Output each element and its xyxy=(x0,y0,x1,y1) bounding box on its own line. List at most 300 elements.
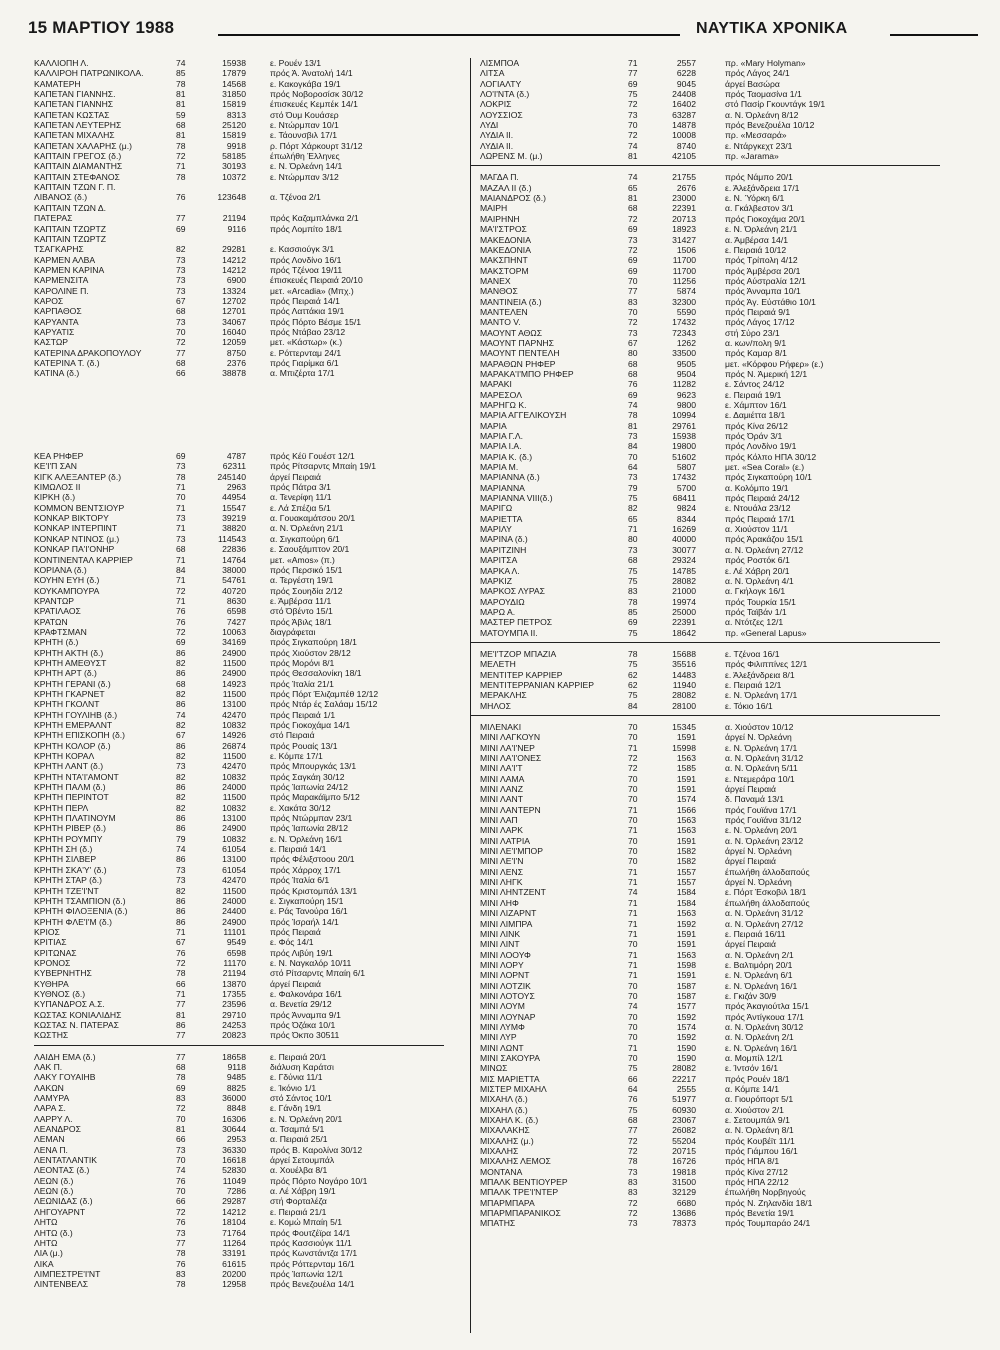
position: πρός Θεσσαλονίκη 18/1 xyxy=(270,668,362,679)
ship-name: ΜΑΟΥΝΤ ΠΑΡΝΗΣ xyxy=(480,337,554,348)
ship-row xyxy=(34,772,464,782)
ship-name: ΛΗΤΩ (δ.) xyxy=(34,1227,73,1238)
tonnage: 9824 xyxy=(676,503,696,514)
ship-name: ΜΟΝΤΑΝΑ xyxy=(480,1166,523,1177)
position: πρ. «Μεσσαρά» xyxy=(725,130,787,141)
tonnage: 5807 xyxy=(676,462,696,473)
ship-row xyxy=(480,991,960,1001)
position: α. Ν. Όρλεάνη 27/12 xyxy=(725,918,804,929)
build-year: 78 xyxy=(176,140,186,151)
build-year: 71 xyxy=(628,897,638,908)
ship-row xyxy=(34,348,464,358)
position: ε. Ν. Ύόρκη 6/1 xyxy=(725,193,785,204)
ship-name: ΜΑΡΙΑΝΝΑ xyxy=(480,482,525,493)
ship-row xyxy=(34,761,464,771)
tonnage: 5590 xyxy=(676,306,696,317)
position: διάλυση Καράτσι xyxy=(270,1062,334,1072)
position: α. Ν. Όρλεάνη 8/1 xyxy=(725,1125,794,1136)
build-year: 75 xyxy=(628,690,638,701)
position: ε. Σάντος 24/12 xyxy=(725,379,785,390)
tonnage: 2557 xyxy=(676,58,696,68)
tonnage: 16306 xyxy=(222,1113,246,1124)
build-year: 86 xyxy=(176,782,186,793)
ship-row xyxy=(480,514,960,524)
tonnage: 44954 xyxy=(222,492,246,503)
build-year: 69 xyxy=(176,1082,186,1093)
ship-row xyxy=(480,670,960,680)
ship-name: ΚΡΗΤΗ ΣΚΑ'Υ' (δ.) xyxy=(34,864,107,875)
ship-name: ΚΡΗΤΗ ΕΠΙΣΚΟΠΗ (δ.) xyxy=(34,730,125,741)
ship-name: ΛΙΜΠΕΣΤΡΕ'Ι'ΝΤ xyxy=(34,1268,101,1279)
ship-row xyxy=(34,182,464,192)
build-year: 82 xyxy=(176,771,186,782)
ship-name: ΜΑΡΑΘΩΝ ΡΗΦΕΡ xyxy=(480,358,556,369)
ship-name: ΜΙΝΙ ΛΗΦ xyxy=(480,897,519,908)
ship-row xyxy=(480,586,960,596)
build-year: 70 xyxy=(176,326,186,337)
ship-name: ΜΙΝΙ ΛΗΝΤΖΕΝΤ xyxy=(480,887,546,898)
ship-row xyxy=(480,690,960,700)
tonnage: 18923 xyxy=(672,224,696,235)
tonnage: 30193 xyxy=(222,161,246,172)
ship-name: ΚΟΜΜΟΝ ΒΕΝΤΣΙΟΥΡ xyxy=(34,502,125,513)
ship-row xyxy=(34,792,464,802)
tonnage: 18658 xyxy=(222,1051,246,1062)
ship-row xyxy=(480,1167,960,1177)
ship-name: ΚΡΗΤΗ ΠΛΑΤΙΝΟΥΜ xyxy=(34,813,116,824)
tonnage: 62311 xyxy=(222,461,246,472)
tonnage: 11500 xyxy=(222,792,246,803)
ship-row xyxy=(34,896,464,906)
position: α. Κόμπε 14/1 xyxy=(725,1084,779,1094)
position: πρός Πόρτο Νογάρο 10/1 xyxy=(270,1175,368,1186)
position: ε. Ν. Όρλεάνη 14/1 xyxy=(270,161,343,172)
build-year: 78 xyxy=(176,78,186,89)
ship-name: ΜΙΧΑΛΗΣ ΛΕΜΟΣ xyxy=(480,1156,551,1167)
ship-name: ΛΥΔΙΑ ΙΙ. xyxy=(480,130,514,141)
tonnage: 1587 xyxy=(676,990,696,1001)
ship-row xyxy=(34,565,464,575)
build-year: 69 xyxy=(628,617,638,628)
position: πρός Πειραιά 17/1 xyxy=(725,513,795,524)
ship-name: ΜΠΑΛΚ ΒΕΝΤΙΟΥΡΕΡ xyxy=(480,1177,568,1188)
tonnage: 71764 xyxy=(222,1227,246,1238)
ship-row xyxy=(480,1053,960,1063)
tonnage: 6228 xyxy=(676,68,696,79)
position: πρός Ρίτσαρντς Μπαίη 19/1 xyxy=(270,461,377,472)
build-year: 75 xyxy=(628,1063,638,1074)
position: ε. Ίκόνιο 1/1 xyxy=(270,1082,317,1093)
tonnage: 21755 xyxy=(672,172,696,183)
build-year: 71 xyxy=(628,959,638,970)
build-year: 71 xyxy=(176,926,186,937)
tonnage: 1584 xyxy=(676,887,696,898)
build-year: 78 xyxy=(176,471,186,482)
ship-name: ΚΡΗΤΗ ΑΚΤΗ (δ.) xyxy=(34,647,104,658)
ship-row xyxy=(34,730,464,740)
build-year: 72 xyxy=(628,763,638,774)
tonnage: 11700 xyxy=(672,255,696,266)
position: ε. Σαουξάμπτον 20/1 xyxy=(270,544,350,555)
tonnage: 28082 xyxy=(672,690,696,701)
build-year: 72 xyxy=(628,753,638,763)
ship-row xyxy=(34,1020,464,1030)
ship-row xyxy=(34,399,464,409)
ship-name: ΜΑΡΙΕΤΤΑ xyxy=(480,513,523,524)
ship-row xyxy=(34,58,464,68)
ship-row xyxy=(34,1030,464,1040)
tonnage: 58185 xyxy=(222,151,246,162)
tonnage: 1557 xyxy=(676,866,696,877)
position: α. Ν. Όρλεάνη 31/12 xyxy=(725,908,804,919)
ship-row xyxy=(34,192,464,202)
ship-name: ΛΕΑΝΔΡΟΣ xyxy=(34,1124,81,1135)
tonnage: 15938 xyxy=(222,58,246,68)
ship-row xyxy=(34,823,464,833)
ship-name: ΛΙΒΑΝΟΣ (δ.) xyxy=(34,192,88,203)
tonnage: 11500 xyxy=(222,885,246,896)
build-year: 70 xyxy=(628,451,638,462)
build-year: 76 xyxy=(176,947,186,958)
tonnage: 2376 xyxy=(226,357,246,368)
build-year: 78 xyxy=(628,410,638,421)
ship-row xyxy=(480,566,960,576)
ship-name: ΜΑΤΟΥΜΠΑ ΙΙ. xyxy=(480,627,538,638)
build-year: 86 xyxy=(176,1019,186,1030)
position: ε. Ράς Τανούρα 16/1 xyxy=(270,906,348,917)
ship-name: ΜΕΡΑΚΛΗΣ xyxy=(480,690,527,701)
ship-name: ΛΥΔΙΑ ΙΙ. xyxy=(480,140,514,151)
position: πρός Ντάβαο 23/12 xyxy=(270,326,346,337)
position: στή Φορταλέζα xyxy=(270,1196,327,1207)
build-year: 72 xyxy=(176,1103,186,1114)
build-year: 71 xyxy=(628,804,638,815)
ship-row xyxy=(480,898,960,908)
position: πρός Περσικό 15/1 xyxy=(270,564,343,575)
ship-row xyxy=(480,981,960,991)
ship-row xyxy=(480,1146,960,1156)
build-year: 73 xyxy=(628,472,638,483)
tonnage: 1587 xyxy=(676,980,696,991)
ship-row xyxy=(480,970,960,980)
ship-name: ΚΥΘΝΟΣ (δ.) xyxy=(34,988,86,999)
tonnage: 1563 xyxy=(676,908,696,919)
tonnage: 8740 xyxy=(676,140,696,151)
tonnage: 1262 xyxy=(676,337,696,348)
tonnage: 11256 xyxy=(672,275,696,286)
position: α. Χιούστον 2/1 xyxy=(725,1104,784,1115)
ship-row xyxy=(34,337,464,347)
ship-row xyxy=(34,1217,464,1227)
ship-row xyxy=(34,203,464,213)
ship-name: ΜΙΝΙ ΛΑΜΑ xyxy=(480,773,525,784)
position: ε. Άλεξάνδρεια 17/1 xyxy=(725,182,800,193)
build-year: 73 xyxy=(628,109,638,120)
ship-row xyxy=(34,637,464,647)
tonnage: 1563 xyxy=(676,825,696,836)
position: πρός Μορόνι 8/1 xyxy=(270,657,335,668)
tonnage: 9918 xyxy=(226,140,246,151)
ship-row xyxy=(480,307,960,317)
ship-name: ΜΑΖΑΛ ΙΙ (δ.) xyxy=(480,182,532,193)
ship-row xyxy=(34,1269,464,1279)
build-year: 70 xyxy=(628,784,638,795)
build-year: 70 xyxy=(628,1032,638,1043)
build-year: 59 xyxy=(176,109,186,120)
tonnage: 13100 xyxy=(222,699,246,710)
build-year: 73 xyxy=(176,513,186,524)
ship-name: ΚΑΤΕΡΙΝΑ Τ. (δ.) xyxy=(34,357,100,368)
ship-name: ΜΙΝΙ ΛΟΥΜ xyxy=(480,1001,525,1012)
position: πρός Ντώρμπαν 23/1 xyxy=(270,813,353,824)
tonnage: 12701 xyxy=(222,306,246,317)
build-year: 73 xyxy=(176,761,186,772)
tonnage: 1592 xyxy=(676,1032,696,1043)
position: ε. Φός 14/1 xyxy=(270,937,314,948)
ship-name: ΜΑΡΩ Α. xyxy=(480,606,516,617)
ship-row xyxy=(480,1074,960,1084)
position: πρός Γιοκοχάμα 14/1 xyxy=(270,720,351,730)
ship-row xyxy=(34,1238,464,1248)
ship-row xyxy=(34,679,464,689)
build-year: 81 xyxy=(628,420,638,431)
build-year: 72 xyxy=(176,337,186,348)
position: ε. Σιγκαπούρη 15/1 xyxy=(270,895,344,906)
build-year: 73 xyxy=(628,234,638,245)
tonnage: 1574 xyxy=(676,794,696,805)
ship-row xyxy=(34,1062,464,1072)
position: πρός Λάγος 17/12 xyxy=(725,317,795,328)
ship-name: ΚΙΡΚΗ (δ.) xyxy=(34,492,76,503)
position: πρός Φουτζέϊρα 14/1 xyxy=(270,1227,351,1238)
ship-name: ΚΡΙΟΣ xyxy=(34,926,60,937)
build-year: 73 xyxy=(628,1166,638,1177)
position: ε. Ντεμεράρα 10/1 xyxy=(725,773,795,784)
tonnage: 61054 xyxy=(222,864,246,875)
ship-row xyxy=(34,834,464,844)
tonnage: 1592 xyxy=(676,1011,696,1022)
tonnage: 6598 xyxy=(226,606,246,617)
ship-name: ΜΠΑΡΜΠΑΡΑΝΙΚΟΣ xyxy=(480,1208,561,1219)
position: πρός Τρίπολη 4/12 xyxy=(725,255,798,266)
tonnage: 11282 xyxy=(672,379,696,390)
ship-row xyxy=(480,276,960,286)
ship-name: ΜΙΝΙ ΛΙΖΑΡΝΤ xyxy=(480,908,537,919)
position: πρός Γιαρίμκα 6/1 xyxy=(270,357,339,368)
ship-name: ΚΑΡΜΕΝΣΙΤΑ xyxy=(34,275,89,286)
ship-name: ΜΙΝΙ ΛΥΜΦ xyxy=(480,1021,525,1032)
build-year: 77 xyxy=(176,347,186,358)
ship-row xyxy=(34,161,464,171)
position: έπωλήθη Νορβηγούς xyxy=(725,1187,806,1198)
ship-row xyxy=(480,452,960,462)
tonnage: 40000 xyxy=(672,534,696,545)
ship-row xyxy=(480,348,960,358)
ship-row xyxy=(480,939,960,949)
position: α. Ν. Όρλεάνη 2/1 xyxy=(725,949,794,960)
build-year: 73 xyxy=(176,864,186,875)
position: ε. Ρόττερνταμ 24/1 xyxy=(270,347,342,358)
build-year: 77 xyxy=(628,286,638,297)
ship-row xyxy=(480,794,960,804)
build-year: 82 xyxy=(628,503,638,514)
tonnage: 14483 xyxy=(672,669,696,680)
build-year: 83 xyxy=(628,1187,638,1198)
ship-row xyxy=(480,255,960,265)
position: α. Ν. Όρλεάνη 31/12 xyxy=(725,753,804,763)
tonnage: 6598 xyxy=(226,947,246,958)
ship-section xyxy=(34,58,464,1041)
ship-row xyxy=(480,328,960,338)
build-year: 81 xyxy=(176,1009,186,1020)
tonnage: 20200 xyxy=(222,1268,246,1279)
ship-name: ΚΡΟΝΟΣ xyxy=(34,957,71,968)
tonnage: 5874 xyxy=(676,286,696,297)
ship-row xyxy=(34,275,464,285)
ship-row xyxy=(34,513,464,523)
position: πρός Κέϋ Γουέστ 12/1 xyxy=(270,451,355,462)
ship-row xyxy=(34,906,464,916)
tonnage: 13100 xyxy=(222,813,246,824)
ship-row xyxy=(34,224,464,234)
tonnage: 2963 xyxy=(226,482,246,493)
tonnage: 22836 xyxy=(222,544,246,555)
tonnage: 11500 xyxy=(222,657,246,668)
position: ε. Άμβέρσα 11/1 xyxy=(270,595,332,606)
build-year: 86 xyxy=(176,895,186,906)
ship-name: ΛΕΟΝΤΑΣ (δ.) xyxy=(34,1165,90,1176)
ship-row xyxy=(34,1165,464,1175)
ship-row xyxy=(34,306,464,316)
build-year: 71 xyxy=(176,575,186,586)
publication-title: ΝΑΥΤΙΚΑ ΧΡΟΝΙΚΑ xyxy=(696,20,848,37)
position: α. Ντότζες 12/1 xyxy=(725,617,784,628)
build-year: 71 xyxy=(628,918,638,929)
position: ε. Ίντσόν 16/1 xyxy=(725,1063,778,1074)
tonnage: 1566 xyxy=(676,804,696,815)
ship-name: ΚΑΛΛΙΡΟΗ ΠΑΤΡΩΝΙΚΟΛΑ. xyxy=(34,68,144,79)
build-year: 72 xyxy=(628,99,638,110)
tonnage: 1574 xyxy=(676,1021,696,1032)
ship-row xyxy=(34,389,464,399)
ship-row xyxy=(34,1259,464,1269)
ship-row xyxy=(34,172,464,182)
tonnage: 1582 xyxy=(676,856,696,867)
ship-name: ΜΙΝΙ ΛΕΝΣ xyxy=(480,866,524,877)
ship-name: ΚΑΠΕΤΑΝ ΓΙΑΝΝΗΣ. xyxy=(34,89,116,100)
build-year: 78 xyxy=(628,648,638,659)
ship-name: ΜΙΣΤΕΡ ΜΙΧΑΗΛ xyxy=(480,1084,547,1094)
ship-name: ΛΙΣΜΠΟΑ xyxy=(480,58,520,68)
ship-name: ΤΣΑΓΚΑΡΗΣ xyxy=(34,244,84,255)
tonnage: 29287 xyxy=(222,1196,246,1207)
position: ε. Πειραιά 16/11 xyxy=(725,928,786,939)
ship-name: ΜΑΡΙΓΩ xyxy=(480,503,513,514)
position: μετ. «Amos» (π.) xyxy=(270,554,335,565)
ship-name: ΜΙΝΙ ΛΕ'Ι'Ν xyxy=(480,856,524,867)
position: πρός Όζάκα 10/1 xyxy=(270,1019,336,1030)
tonnage: 1563 xyxy=(676,753,696,763)
build-year: 71 xyxy=(628,1042,638,1053)
tonnage: 1577 xyxy=(676,1001,696,1012)
build-year: 71 xyxy=(176,988,186,999)
ship-row xyxy=(480,1177,960,1187)
tonnage: 13100 xyxy=(222,854,246,865)
ship-name: ΚΑΠΤΑΙΝ ΤΖΩΝ Γ. Π. xyxy=(34,182,116,193)
build-year: 75 xyxy=(628,565,638,576)
tonnage: 28082 xyxy=(672,575,696,586)
ship-section xyxy=(480,58,960,161)
position: α. Γκάλβεστον 3/1 xyxy=(725,203,794,214)
ship-row xyxy=(34,503,464,513)
build-year: 71 xyxy=(628,877,638,888)
position: ε. Γδύνια 11/1 xyxy=(270,1072,323,1083)
tonnage: 1590 xyxy=(676,1042,696,1053)
ship-row xyxy=(480,130,960,140)
position: α. κων/πολη 9/1 xyxy=(725,337,787,348)
build-year: 70 xyxy=(176,492,186,503)
position: ε. Ν. Ναγκαλόρ 10/11 xyxy=(270,957,352,968)
ship-row xyxy=(480,203,960,213)
build-year: 71 xyxy=(628,908,638,919)
ship-row xyxy=(480,421,960,431)
ship-name: ΚΑΡΟΣ xyxy=(34,295,64,306)
position: ε. Κασσιούγκ 3/1 xyxy=(270,244,335,255)
tonnage: 31850 xyxy=(222,89,246,100)
ship-name: ΜΑΙΡΗ xyxy=(480,203,508,214)
tonnage: 14212 xyxy=(222,254,246,265)
build-year: 75 xyxy=(628,659,638,670)
ship-name: ΚΑΠΕΤΑΝ ΜΙΧΑΛΗΣ xyxy=(34,130,115,141)
ship-row xyxy=(480,836,960,846)
ship-row xyxy=(480,1043,960,1053)
position: άργεί Πειραιά xyxy=(270,471,321,482)
position: πρός Σιγκαπούρη 18/1 xyxy=(270,637,357,648)
tonnage: 40720 xyxy=(222,585,246,596)
tonnage: 28082 xyxy=(672,1063,696,1074)
ship-row xyxy=(34,968,464,978)
build-year: 69 xyxy=(628,389,638,400)
build-year: 72 xyxy=(176,151,186,162)
position: πρός Τουρκία 15/1 xyxy=(725,596,796,607)
ship-section xyxy=(480,722,960,1229)
tonnage: 6680 xyxy=(676,1197,696,1208)
position: πρός Ρόττερνταμ 16/1 xyxy=(270,1258,355,1269)
tonnage: 14764 xyxy=(222,554,246,565)
build-year: 70 xyxy=(628,120,638,131)
tonnage: 17355 xyxy=(222,988,246,999)
tonnage: 5700 xyxy=(676,482,696,493)
ship-name: ΜΑΡΙΑ ΑΓΓΕΛΙΚΟΥΣΗ xyxy=(480,410,567,421)
tonnage: 11700 xyxy=(672,265,696,276)
position: ε. Τζένοα 16/1 xyxy=(725,648,780,659)
build-year: 73 xyxy=(176,875,186,886)
ship-name: ΜΑΝΤΙΝΕΙΑ (δ.) xyxy=(480,296,542,307)
ship-name: ΚΡΗΤΗ ΛΑΝΤ (δ.) xyxy=(34,761,104,772)
position: ε. Πειραιά 12/1 xyxy=(725,679,782,690)
position: πρός Ίαπωνία 24/12 xyxy=(270,782,348,793)
tonnage: 1584 xyxy=(676,897,696,908)
ship-name: ΜΙΝΙ ΛΑΓΚΟΥΝ xyxy=(480,732,541,743)
ship-name: ΜΗΛΟΣ xyxy=(480,700,511,711)
tonnage: 42470 xyxy=(222,761,246,772)
tonnage: 17432 xyxy=(672,317,696,328)
ship-row xyxy=(34,327,464,337)
tonnage: 11940 xyxy=(672,679,696,690)
position: δ. Παναμά 13/1 xyxy=(725,794,785,805)
position: πρός Κίνα 27/12 xyxy=(725,1166,788,1177)
build-year: 71 xyxy=(628,524,638,535)
